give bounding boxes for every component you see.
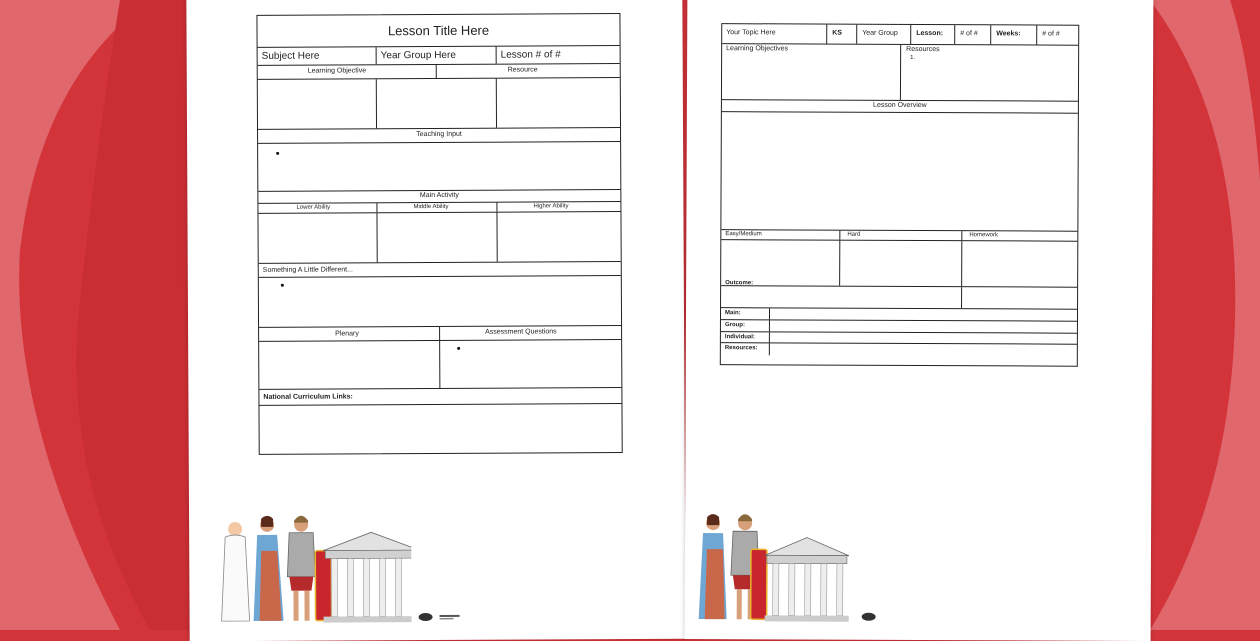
something-different-header: Something A Little Different...	[262, 266, 353, 274]
hard-header: Hard	[847, 231, 861, 238]
homework-header: Homework	[969, 232, 999, 239]
plenary-header: Plenary	[335, 330, 359, 338]
roman-figures-illustration	[693, 509, 864, 630]
weekly-plan-table	[720, 23, 1079, 367]
outcome-label: Outcome:	[725, 280, 754, 287]
weeks-label: Weeks:	[996, 30, 1021, 38]
bullet-point	[457, 347, 460, 350]
assessment-questions-header: Assessment Questions	[485, 328, 557, 336]
lower-ability-header: Lower Ability	[296, 204, 331, 211]
lesson-value: # of #	[960, 30, 978, 38]
lesson-label: Lesson:	[916, 29, 944, 38]
resource-header: Resource	[507, 66, 538, 74]
individual-label: Individual:	[724, 334, 755, 341]
main-label: Main:	[724, 310, 741, 317]
ks-label: KS	[832, 29, 842, 37]
publisher-logo	[861, 612, 891, 622]
year-group-label: Year Group	[862, 29, 898, 37]
resources-item: 1.	[910, 54, 916, 61]
teaching-input-header: Teaching Input	[416, 130, 462, 139]
resources-header: Resources	[906, 45, 940, 54]
weeks-value: # of #	[1042, 30, 1060, 38]
group-label: Group:	[724, 322, 745, 329]
publisher-logo	[418, 612, 468, 622]
roman-figures-illustration	[211, 510, 412, 631]
main-activity-header: Main Activity	[419, 191, 459, 200]
middle-ability-header: Middle Ability	[413, 203, 449, 211]
lesson-plan-page-left	[186, 0, 685, 641]
lesson-number-label: Lesson # of #	[500, 49, 561, 61]
resources-row-label: Resources:	[724, 345, 758, 352]
higher-ability-header: Higher Ability	[533, 203, 569, 210]
curriculum-links-header: National Curriculum Links:	[263, 393, 353, 401]
bullet-point	[281, 284, 284, 287]
lesson-plan-table	[256, 13, 622, 455]
year-group-label: Year Group Here	[380, 49, 456, 62]
lesson-overview-header: Lesson Overview	[873, 101, 927, 110]
lesson-plan-page-right	[685, 0, 1154, 641]
easy-medium-header: Easy/Medium	[725, 231, 762, 238]
topic-label: Your Topic Here	[726, 29, 776, 37]
learning-objectives-header: Learning Objectives	[726, 45, 789, 53]
learning-objective-header: Learning Objective	[307, 67, 367, 75]
bullet-point	[276, 152, 279, 155]
lesson-title: Lesson Title Here	[387, 22, 490, 39]
subject-label: Subject Here	[261, 50, 320, 62]
